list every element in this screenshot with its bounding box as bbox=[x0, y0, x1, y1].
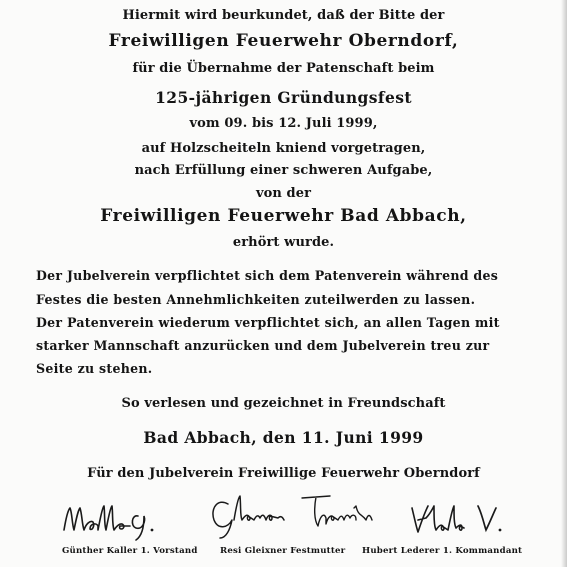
signature-label-kommandant: Hubert Lederer 1. Kommandant bbox=[362, 546, 523, 556]
obligation-para-2-line-3: Seite zu stehen. bbox=[36, 361, 153, 376]
on-behalf-line: Für den Jubelverein Freiwillige Feuerwehr Oberndorf bbox=[87, 466, 480, 481]
closing-line: So verlesen und gezeichnet in Freundschaft bbox=[121, 396, 446, 411]
club-name-oberndorf: Freiwilligen Feuerwehr Oberndorf, bbox=[108, 31, 459, 51]
from-line: von der bbox=[255, 186, 312, 201]
task-line: nach Erfüllung einer schweren Aufgabe, bbox=[134, 163, 433, 178]
signature-label-festmutter: Resi Gleixner Festmutter bbox=[220, 546, 346, 556]
club-name-bad-abbach: Freiwilligen Feuerwehr Bad Abbach, bbox=[100, 206, 467, 226]
anniversary-line: 125-jährigen Gründungsfest bbox=[155, 88, 412, 107]
festival-dates-line: vom 09. bis 12. Juli 1999, bbox=[189, 116, 378, 131]
patronage-line: für die Übernahme der Patenschaft beim bbox=[132, 61, 435, 76]
obligation-para-2-line-1: Der Patenverein wiederum verpflichtet sich, an allen Tagen mit bbox=[36, 315, 500, 330]
intro-line: Hiermit wird beurkundet, daß der Bitte der bbox=[122, 8, 445, 23]
obligation-para-2-line-2: starker Mannschaft anzurücken und dem Jubelverein treu zur bbox=[36, 338, 490, 353]
signature-label-vorstand: Günther Kaller 1. Vorstand bbox=[62, 546, 198, 556]
signature-guenther-kaller bbox=[60, 500, 170, 542]
signature-resi-gleixner bbox=[206, 490, 376, 540]
kneeling-line: auf Holzscheiteln kniend vorgetragen, bbox=[141, 141, 426, 156]
obligation-para-1-line-2: Festes die besten Annehmlichkeiten zuteilwerden zu lassen. bbox=[36, 292, 476, 307]
obligation-para-1-line-1: Der Jubelverein verpflichtet sich dem Patenverein während des bbox=[36, 268, 499, 283]
place-date-line: Bad Abbach, den 11. Juni 1999 bbox=[143, 428, 424, 447]
signature-hubert-lederer bbox=[404, 500, 504, 538]
granted-line: erhört wurde. bbox=[232, 235, 335, 250]
scan-edge-shadow bbox=[561, 0, 567, 567]
